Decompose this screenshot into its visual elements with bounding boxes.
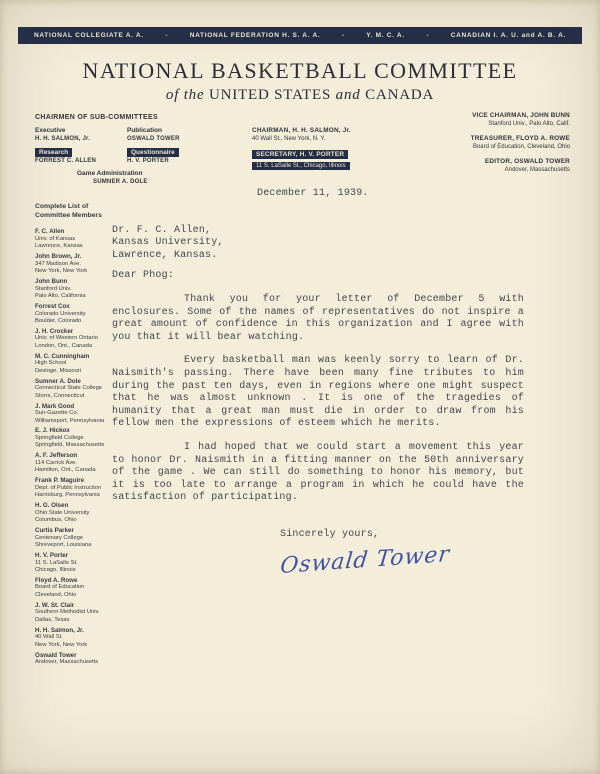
banner-item: NATIONAL COLLEGIATE A. A. xyxy=(34,32,144,39)
officer-address: 40 Wall St., New York, N. Y. xyxy=(252,136,326,142)
member-address-line: High School xyxy=(35,360,67,367)
banner-separator: - xyxy=(426,32,430,39)
member-name: Sumner A. Dole xyxy=(35,377,81,385)
salutation: Dear Phog: xyxy=(112,270,175,282)
organization-subtitle xyxy=(0,87,600,104)
member-name: Floyd A. Rowe xyxy=(35,576,78,584)
recipient-line: Kansas University, xyxy=(112,237,224,249)
officer-address: Andover, Massachusetts xyxy=(504,167,570,173)
member-name: J. W. St. Clair xyxy=(35,601,75,609)
member-name: Oswald Tower xyxy=(35,651,77,659)
subcommittees-heading: CHAIRMEN OF SUB-COMMITTEES xyxy=(35,114,158,121)
handwritten-signature: Oswald Tower xyxy=(278,542,452,580)
subcommittees-grid xyxy=(35,127,250,164)
member-address-line: Connecticut State College xyxy=(35,385,103,392)
subcommittee-role: Executive xyxy=(35,127,66,134)
subcommittee-executive xyxy=(35,127,127,142)
organization-title: NATIONAL BASKETBALL COMMITTEE xyxy=(82,58,518,83)
subcommittees-block xyxy=(35,114,250,185)
member-address-line: Univ. of Western Ontario xyxy=(35,335,98,342)
officer-title: CHAIRMAN, H. H. SALMON, Jr. xyxy=(252,127,351,134)
member-address-line: Desloge, Missouri xyxy=(35,367,82,374)
member-name: Curtis Parker xyxy=(35,527,74,535)
member-address-line: Dept. of Public Instruction xyxy=(35,484,102,491)
subcommittee-chair-name: H. H. SALMON, Jr. xyxy=(35,135,91,142)
letter-paragraph: Every basketball man was keenly sorry to learn of Dr. Naismith's passing. There have been many fine tributes to him during the past ten days, even in regions where one might suspect that he was almost unknown . It is one of the tragedies of humanity that a great man must die in order to draw from his fellow men the expressions of esteem which he merits. xyxy=(112,355,524,430)
member-address-line: Columbus, Ohio xyxy=(35,517,77,524)
banner-separator: - xyxy=(165,32,169,39)
member-address-line: 114 Carrick Ave. xyxy=(35,459,77,466)
banner-separator: - xyxy=(341,32,345,39)
subcommittee-publication xyxy=(127,127,250,142)
member-name: J. Mark Good xyxy=(35,402,75,410)
committee-member xyxy=(35,627,135,649)
subcommittee-chair-name: SUMNER A. DOLE xyxy=(93,178,148,185)
member-address-line: 40 Wall St. xyxy=(35,634,63,641)
recipient-line: Dr. F. C. Allen, xyxy=(112,224,212,236)
member-address-line: Chicago, Illinois xyxy=(35,566,76,573)
recipient-address xyxy=(112,225,524,263)
officer-treasurer xyxy=(375,135,570,150)
member-address-line: Hamilton, Ont., Canada xyxy=(35,467,96,474)
subcommittee-chair-name: FORREST C. ALLEN xyxy=(35,158,96,164)
banner-item: NATIONAL FEDERATION H. S. A. A. xyxy=(189,32,321,39)
subcommittee-chair-name: OSWALD TOWER xyxy=(127,135,180,142)
member-address-line: Palo Alto, California xyxy=(35,293,86,299)
member-address-line: Shreveport, Louisiana xyxy=(35,542,92,549)
officer-title: TREASURER, FLOYD A. ROWE xyxy=(470,135,570,142)
officer-address: Board of Education, Cleveland, Ohio xyxy=(472,144,570,150)
officers-right-block xyxy=(375,112,570,181)
subcommittee-chair-name: H. V. PORTER xyxy=(127,158,169,164)
officer-address: 11 S. LaSalle St., Chicago, Illinois xyxy=(252,162,350,170)
committee-member xyxy=(35,602,135,624)
member-address-line: London, Ont., Canada xyxy=(35,342,93,349)
officer-editor xyxy=(375,158,570,173)
member-address-line: New York, New York xyxy=(35,641,88,648)
letter-paragraph: Thank you for your letter of December 5 with enclosures. Some of the names of representatives do not inspire a great amount of confidence in this organization and I agree with you that it will bear watching. xyxy=(112,293,524,343)
top-banner xyxy=(18,27,582,44)
member-name: A. F. Jefferson xyxy=(35,452,78,460)
member-name: John Bunn xyxy=(35,278,68,285)
subcommittee-role: Game Administration xyxy=(77,170,143,177)
member-address-line: Williamsport, Pennsylvania xyxy=(35,417,105,424)
member-address-line: Ohio State University xyxy=(35,509,90,516)
member-name: Forrest Cox xyxy=(35,302,70,310)
closing-line: Sincerely yours, xyxy=(280,528,380,540)
subcommittee-game-administration xyxy=(77,170,250,185)
officer-title: VICE CHAIRMAN, JOHN BUNN xyxy=(472,112,570,119)
member-address-line: Springfield, Massachusetts xyxy=(35,442,105,449)
member-address-line: Sun-Gazette Co. xyxy=(35,410,79,417)
subcommittee-role: Publication xyxy=(127,127,163,134)
letter-paragraphs xyxy=(112,294,524,505)
subcommittee-research xyxy=(35,148,127,165)
member-address-line: Andover, Massachusetts xyxy=(35,659,99,666)
member-address-line: 347 Madison Ave. xyxy=(35,260,81,267)
member-address-line: Springfield College xyxy=(35,435,84,442)
member-name: H. G. Olsen xyxy=(35,502,69,510)
member-address-line: Storrs, Connecticut xyxy=(35,392,85,399)
member-address-line: New York, New York xyxy=(35,268,88,275)
letter-date: December 11, 1939. xyxy=(257,188,369,199)
committee-member xyxy=(35,652,135,667)
member-address-line: Stanford Univ. xyxy=(35,285,72,292)
subcommittee-questionnaire xyxy=(127,148,250,165)
member-address-line: Dallas, Texas xyxy=(35,616,70,623)
banner-item: Y. M. C. A. xyxy=(366,32,405,39)
member-name: M. C. Cunningham xyxy=(35,352,90,360)
officer-title: EDITOR, OSWALD TOWER xyxy=(484,158,570,165)
member-address-line: Boulder, Colorado xyxy=(35,317,82,324)
subtitle-of-the: of the xyxy=(165,87,205,103)
recipient-line: Lawrence, Kansas. xyxy=(112,249,218,261)
subtitle-united-states: UNITED STATES xyxy=(209,87,332,103)
member-name: John Brown, Jr. xyxy=(35,253,82,261)
member-address-line: Southern Methodist Univ. xyxy=(35,609,100,616)
member-address-line: Harrisburg, Pennsylvania xyxy=(35,492,100,499)
member-name: F. C. Allen xyxy=(35,228,65,236)
subtitle-canada: CANADA xyxy=(365,87,435,103)
member-address-line: Board of Education xyxy=(35,584,85,591)
member-address-line: Univ. of Kansas xyxy=(35,235,76,242)
member-name: H. V. Porter xyxy=(35,551,69,559)
officer-title: SECRETARY, H. V. PORTER xyxy=(252,150,348,159)
member-name: E. J. Hickox xyxy=(35,427,70,435)
member-address-line: 11 S. LaSalle St. xyxy=(35,559,78,566)
committee-member xyxy=(35,577,135,599)
subtitle-and: and xyxy=(335,87,361,103)
letter-paragraph: I had hoped that we could start a movement this year to honor Dr. Naismith in a fitting manner on the 50th anniversary of the game . We can still do something to honor his memory, but it is too late to arrange a program in which he could have the satisfaction of participating. xyxy=(112,441,524,504)
member-address-line: Lawrence, Kansas xyxy=(35,243,83,250)
subcommittee-role: Questionnaire xyxy=(127,148,179,157)
member-name: H. H. Salmon, Jr. xyxy=(35,626,84,634)
banner-item: CANADIAN I. A. U. and A. B. A. xyxy=(450,32,566,39)
member-address-line: Centenary College xyxy=(35,534,84,541)
member-address-line: Cleveland, Ohio xyxy=(35,591,77,598)
committee-members-heading: Complete List of Committee Members xyxy=(35,203,102,219)
member-address-line: Colorado University xyxy=(35,310,86,317)
subcommittee-role: Research xyxy=(35,148,72,157)
letter-body xyxy=(112,188,524,580)
officer-address: Stanford Univ., Palo Alto, Calif. xyxy=(488,121,570,127)
member-name: J. H. Crocker xyxy=(35,327,74,335)
member-name: Frank P. Maguire xyxy=(35,477,85,485)
officer-vice-chairman xyxy=(375,112,570,127)
